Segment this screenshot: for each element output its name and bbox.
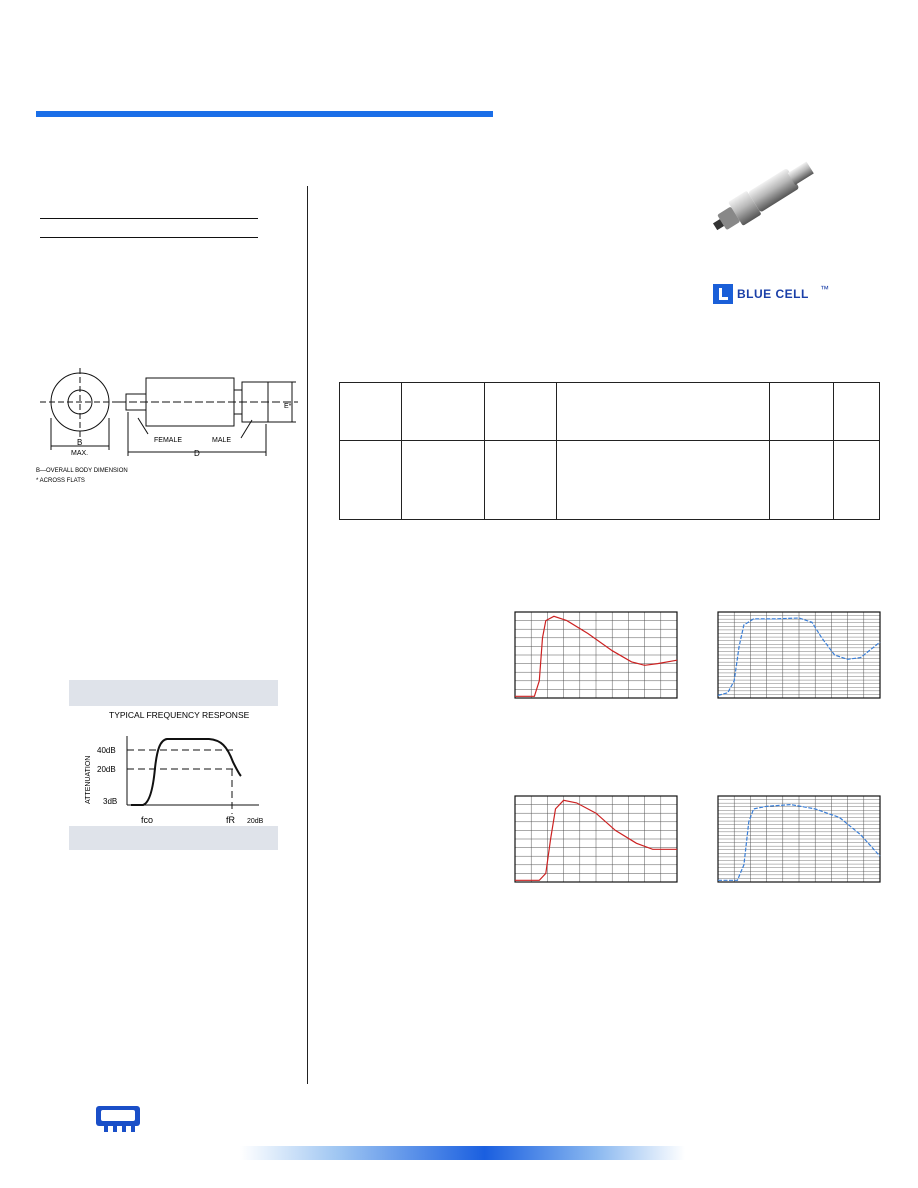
drawing-label-b: B bbox=[77, 438, 83, 447]
freq-x-20db: 20dB bbox=[247, 818, 264, 825]
brand-logo bbox=[713, 284, 843, 304]
freq-level-20: 20dB bbox=[97, 765, 116, 774]
drawing-label-e: E* bbox=[284, 403, 292, 410]
frequency-response-panel bbox=[69, 680, 278, 850]
table-row bbox=[340, 441, 880, 520]
outline-drawing bbox=[36, 368, 306, 493]
plot-grid bbox=[718, 796, 880, 882]
table-cell bbox=[340, 441, 402, 520]
drawing-label-male: MALE bbox=[212, 437, 232, 444]
freq-x-fco: fco bbox=[141, 815, 154, 825]
drawing-note-overall: B—OVERALL BODY DIMENSION bbox=[36, 468, 128, 474]
table-cell bbox=[402, 383, 485, 441]
frequency-response-graph bbox=[69, 706, 278, 826]
table-cell bbox=[834, 441, 880, 520]
product-photo bbox=[700, 150, 832, 240]
freq-title: TYPICAL FREQUENCY RESPONSE bbox=[109, 710, 250, 720]
table-cell bbox=[402, 441, 485, 520]
table-cell bbox=[340, 383, 402, 441]
table-cell bbox=[834, 383, 880, 441]
table-cell bbox=[485, 441, 557, 520]
logo-mark-icon bbox=[713, 284, 733, 304]
logo-tm: ™ bbox=[820, 284, 829, 294]
drawing-label-female: FEMALE bbox=[154, 437, 183, 444]
table-header-row bbox=[340, 383, 880, 441]
freq-x-fr: fR bbox=[226, 815, 235, 825]
freq-ylabel: ATTENUATION bbox=[85, 755, 92, 804]
section-rule-top bbox=[40, 218, 258, 219]
table-cell bbox=[557, 441, 770, 520]
performance-plot-3 bbox=[513, 794, 679, 884]
freq-level-3: 3dB bbox=[103, 797, 118, 806]
table-cell bbox=[770, 441, 834, 520]
column-divider bbox=[307, 186, 308, 1084]
drawing-label-d: D bbox=[194, 449, 200, 458]
spec-table bbox=[339, 382, 880, 520]
performance-plot-4 bbox=[716, 794, 882, 884]
section-rule-bottom bbox=[40, 237, 258, 238]
freq-level-40: 40dB bbox=[97, 746, 116, 755]
table-cell bbox=[770, 383, 834, 441]
footer-gradient-bar bbox=[240, 1146, 685, 1160]
drawing-label-max: MAX. bbox=[71, 450, 89, 457]
drawing-note-flats: * ACROSS FLATS bbox=[36, 478, 85, 484]
plot-grid bbox=[515, 796, 677, 882]
performance-plot-2 bbox=[716, 610, 882, 700]
chip-icon bbox=[94, 1104, 142, 1134]
header-accent-bar bbox=[36, 111, 493, 117]
table-cell bbox=[485, 383, 557, 441]
plot-grid bbox=[515, 612, 677, 698]
plot-grid bbox=[718, 612, 880, 698]
performance-plot-1 bbox=[513, 610, 679, 700]
logo-text: BLUE CELL bbox=[737, 287, 809, 301]
table-cell bbox=[557, 383, 770, 441]
